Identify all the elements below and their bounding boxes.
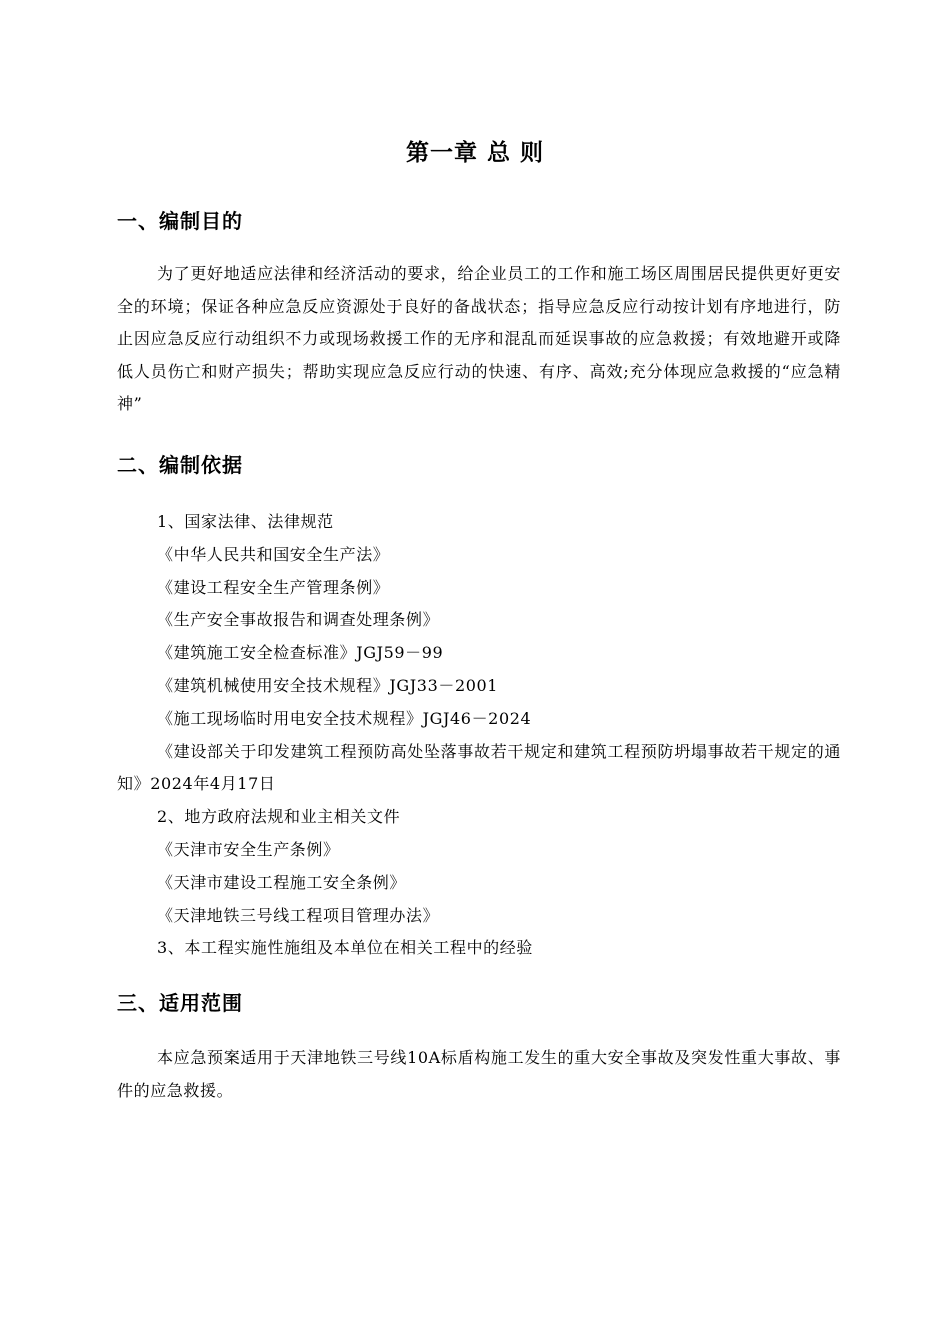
section-heading-scope: 三、适用范围: [117, 991, 243, 1015]
section-heading-basis: 二、编制依据: [117, 453, 243, 477]
list-item: 《生产安全事故报告和调查处理条例》: [157, 610, 440, 630]
section-heading-purpose: 一、编制目的: [117, 209, 243, 233]
list-item: 1、国家法律、法律规范: [157, 512, 334, 531]
list-item: 《建筑机械使用安全技术规程》JGJ33－2001: [157, 675, 499, 695]
list-item: 《天津市建设工程施工安全条例》: [157, 872, 407, 892]
basis-list: [117, 506, 841, 965]
chapter-title: 第一章 总 则: [405, 140, 544, 166]
list-item: 《中华人民共和国安全生产法》: [157, 544, 390, 564]
list-item: 《天津市安全生产条例》: [157, 839, 340, 859]
list-item: 2、地方政府法规和业主相关文件: [157, 807, 401, 827]
purpose-paragraph: 为了更好地适应法律和经济活动的要求，给企业员工的工作和施工场区周围居民提供更好更安全的环境；保证各种应急反应资源处于良好的备战状态；指导应急反应行动按计划有序地进行，防止因应急反应行动组织不力或现场救援工作的无序和混乱而延误事故的应急救援；有效地避开或降低人员伤亡和财产损失；帮助实现应急反应行动的快速、有序、高效;充分体现应急救援的“应急精神”: [117, 264, 841, 413]
list-item: 《建设部关于印发建筑工程预防高处坠落事故若干规定和建筑工程预防坍塌事故若干规定的通知》2024年4月17日: [117, 741, 841, 794]
list-item: 3、本工程实施性施组及本单位在相关工程中的经验: [157, 938, 533, 958]
list-item: 《建筑施工安全检查标准》JGJ59－99: [157, 643, 444, 663]
list-item: 《天津地铁三号线工程项目管理办法》: [157, 905, 440, 925]
list-item: 《施工现场临时用电安全技术规程》JGJ46－2024: [157, 708, 532, 728]
scope-paragraph: 本应急预案适用于天津地铁三号线10A标盾构施工发生的重大安全事故及突发性重大事故、事件的应急救援。: [117, 1048, 841, 1100]
list-item: 《建设工程安全生产管理条例》: [157, 577, 390, 597]
